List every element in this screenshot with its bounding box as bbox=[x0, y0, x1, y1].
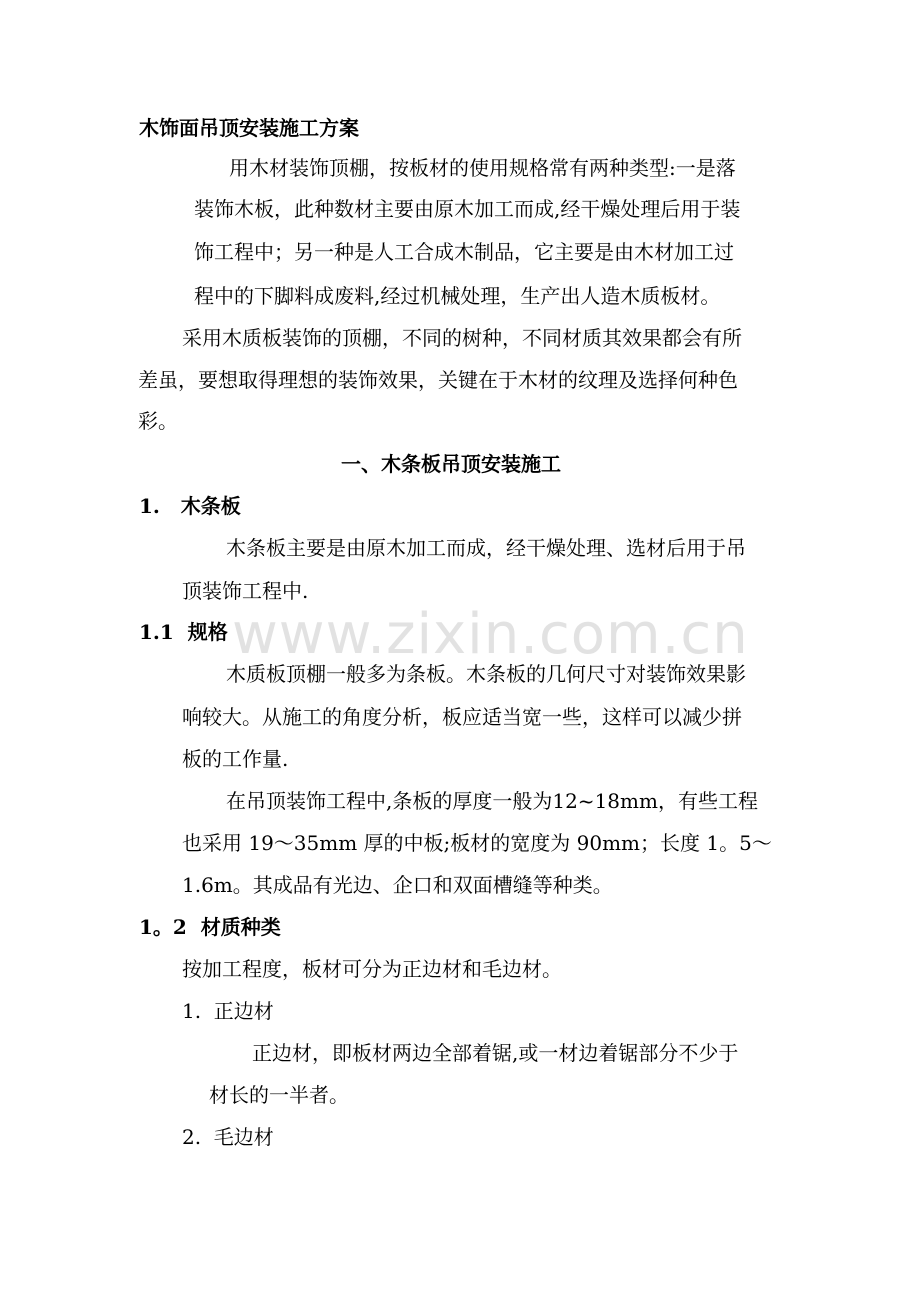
sub1-para-line-2: 顶装饰工程中. bbox=[182, 579, 309, 603]
intro-p1-line-3: 饰工程中；另一种是人工合成木制品，它主要是由木材加工过 bbox=[194, 240, 734, 264]
sub11-para1-line-2: 响较大。从施工的角度分析，板应适当宽一些，这样可以减少拼 bbox=[182, 705, 742, 729]
intro-p2-line-2: 差虽，要想取得理想的装饰效果，关键在于木材的纹理及选择何种色 bbox=[138, 368, 738, 392]
intro-p2-line-1: 采用木质板装饰的顶棚，不同的树种，不同材质其效果都会有所 bbox=[182, 326, 742, 350]
subsection-1-1-heading: 1.1 规格 bbox=[139, 620, 228, 644]
watermark: www.zixin.com.cn bbox=[232, 602, 749, 667]
intro-p1-line-1: 用木材装饰顶棚，按板材的使用规格常有两种类型:一是落 bbox=[229, 156, 736, 180]
subsection-1-heading: 1. 木条板 bbox=[139, 494, 241, 518]
intro-p2-line-3: 彩。 bbox=[138, 409, 178, 433]
sub11-para2-line-3: 1.6m。其成品有光边、企口和双面槽缝等种类。 bbox=[182, 873, 613, 897]
section-heading: 一、木条板吊顶安装施工 bbox=[341, 452, 561, 476]
list-item-1-label: 1. 正边材 bbox=[182, 999, 274, 1023]
subsection-1-2-heading: 1。2 材质种类 bbox=[139, 915, 281, 939]
intro-p1-line-2: 装饰木板，此种数材主要由原木加工而成,经干燥处理后用于装 bbox=[194, 197, 741, 221]
sub11-para2-line-1: 在吊顶装饰工程中,条板的厚度一般为12~18mm，有些工程 bbox=[226, 789, 758, 813]
list-item-1-text-line-2: 材长的一半者。 bbox=[209, 1083, 349, 1107]
intro-p1-line-4: 程中的下脚料成废料,经过机械处理，生产出人造木质板材。 bbox=[194, 284, 721, 308]
sub11-para2-line-2: 也采用 19～35mm 厚的中板;板材的宽度为 90mm；长度 1。5～ bbox=[182, 831, 772, 855]
list-item-2-label: 2. 毛边材 bbox=[182, 1125, 274, 1149]
list-item-1-text-line-1: 正边材，即板材两边全部着锯,或一材边着锯部分不少于 bbox=[252, 1041, 739, 1065]
sub11-para1-line-3: 板的工作量. bbox=[182, 747, 289, 771]
sub11-para1-line-1: 木质板顶棚一般多为条板。木条板的几何尺寸对装饰效果影 bbox=[226, 662, 746, 686]
sub12-para: 按加工程度，板材可分为正边材和毛边材。 bbox=[182, 957, 562, 981]
sub1-para-line-1: 木条板主要是由原木加工而成，经干燥处理、选材后用于吊 bbox=[226, 536, 746, 560]
document-title: 木饰面吊顶安装施工方案 bbox=[139, 116, 359, 140]
